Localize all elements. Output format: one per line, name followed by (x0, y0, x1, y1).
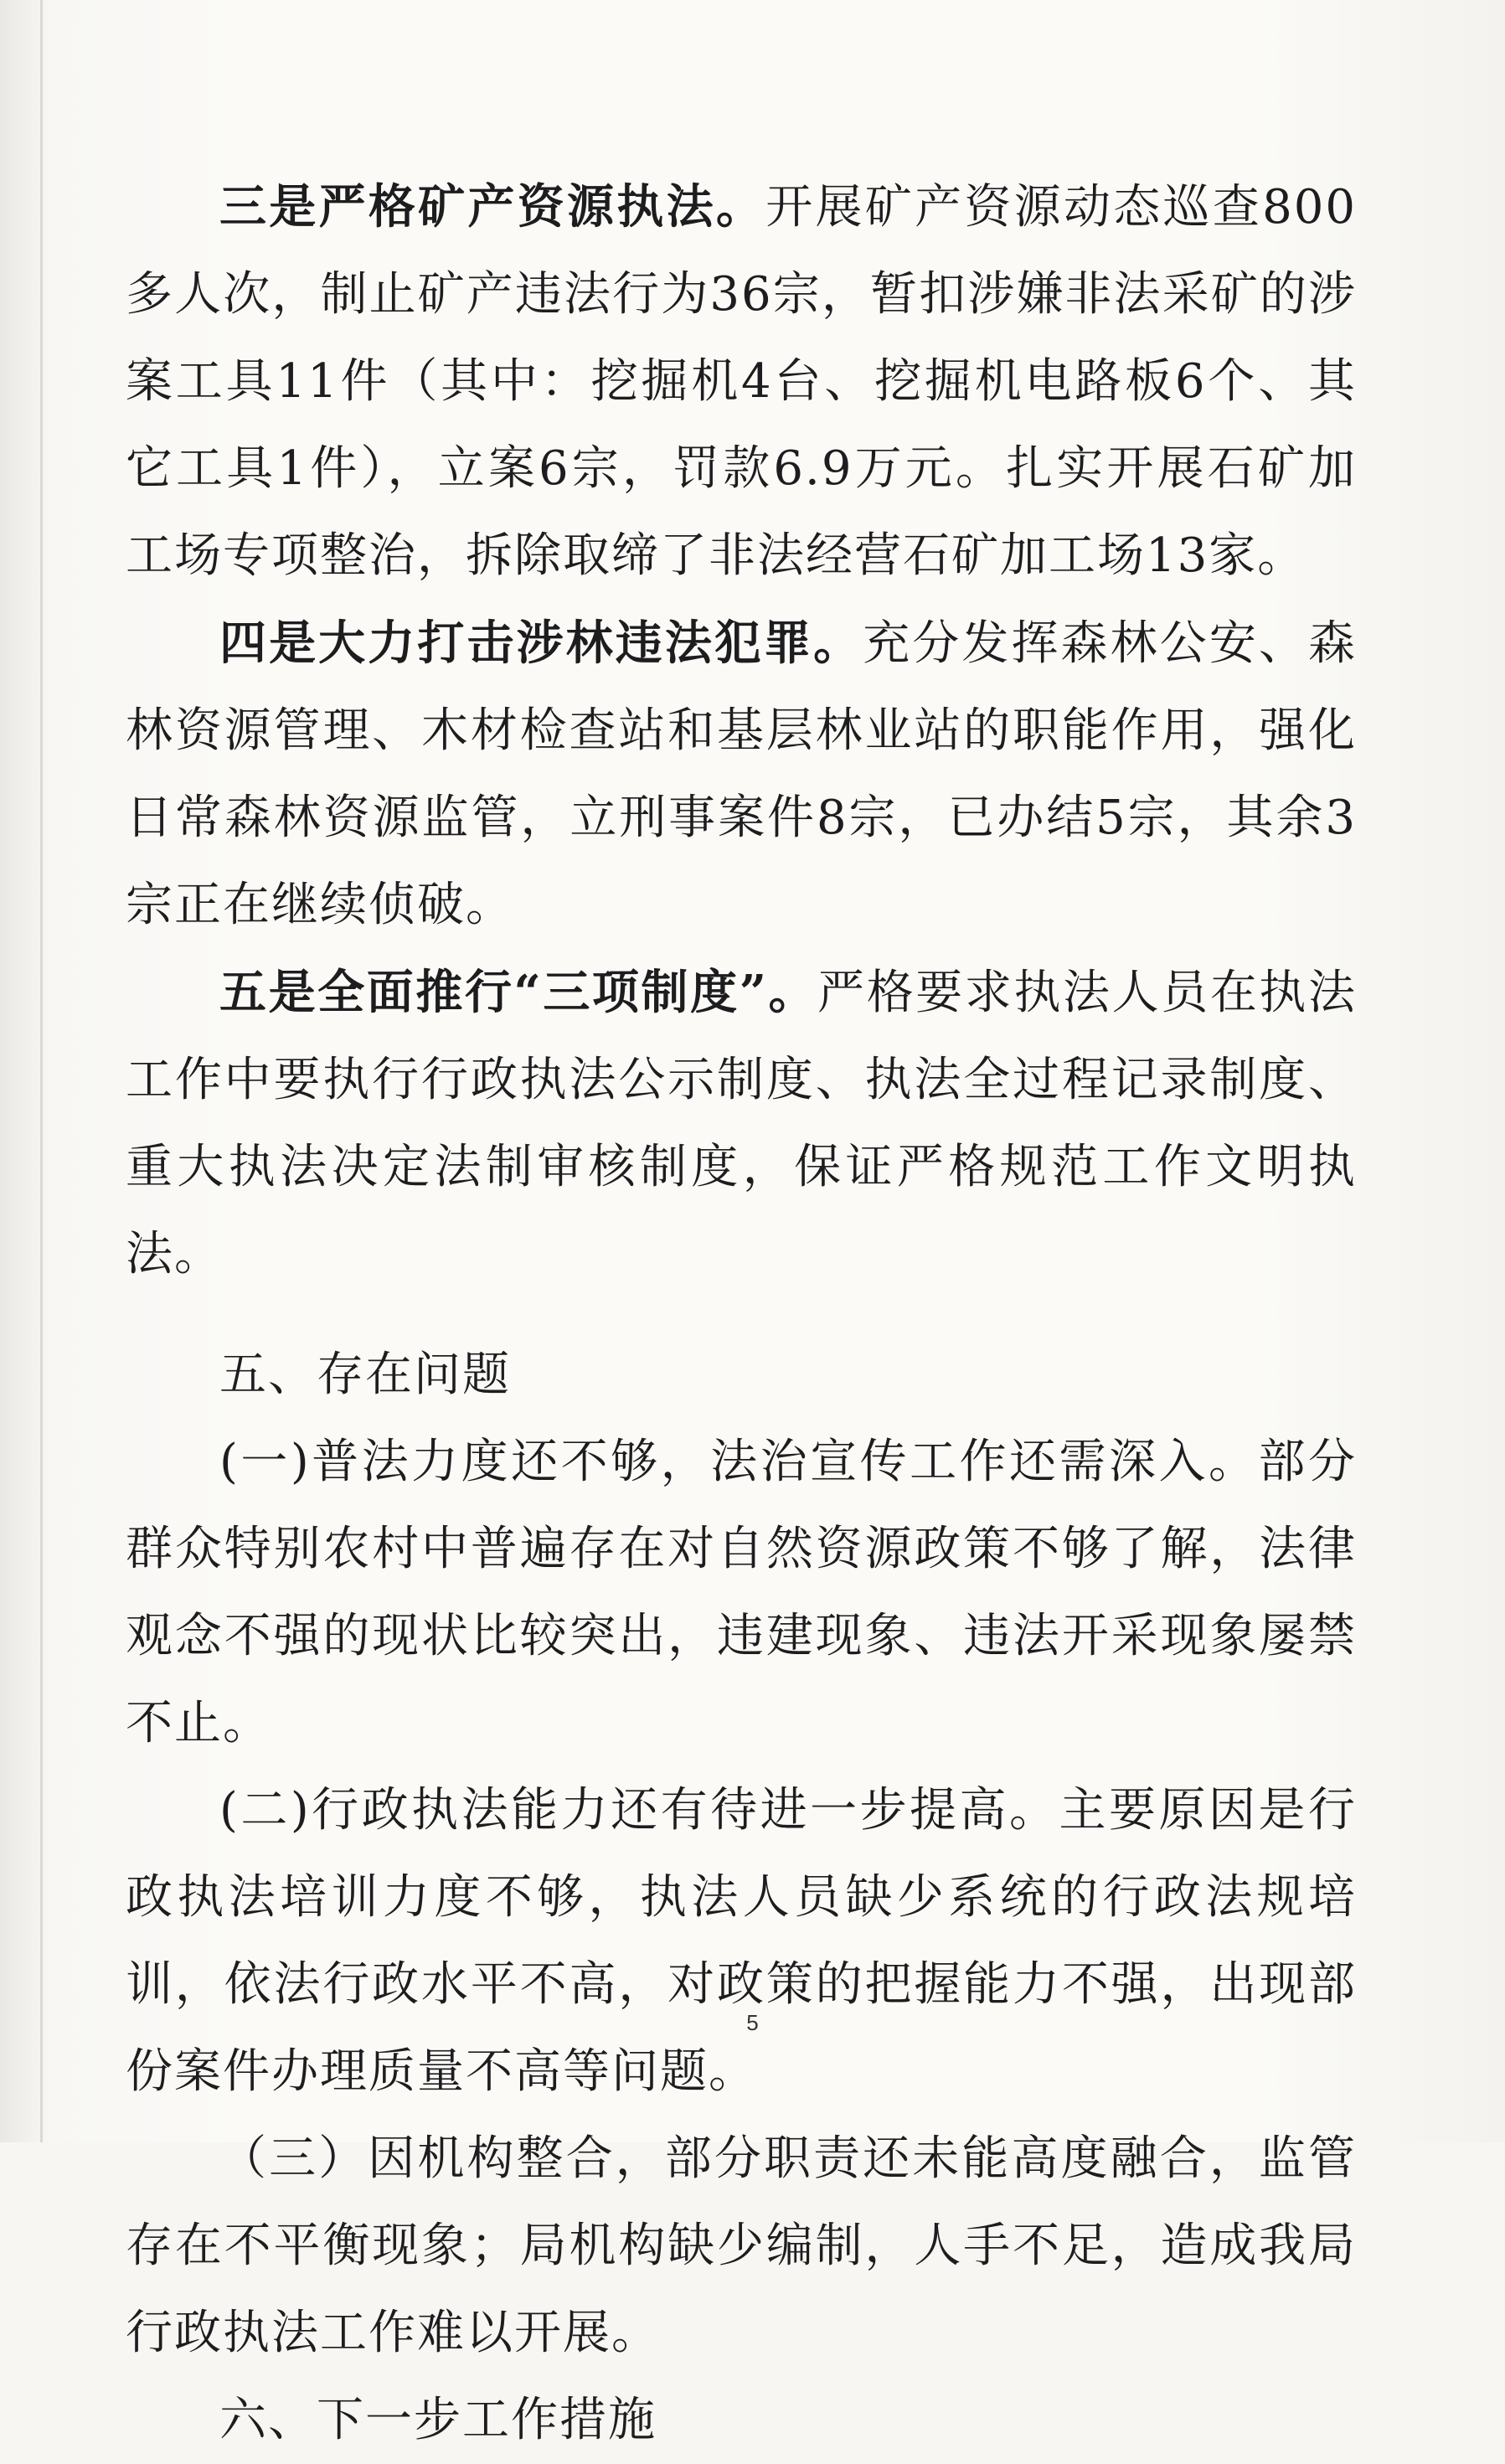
section-heading-next-steps: 六、下一步工作措施 (219, 2393, 657, 2447)
paragraph-text: 开展矿产资源动态巡查800多人次，制止矿产违法行为36宗，暂扣涉嫌非法采矿的涉案工具11件（其中：挖掘机4台、挖掘机电路板6个、其它工具1件），立案6宗，罚款6.9万元。扎实开展石矿加工场专项整治，拆除取缔了非法经营石矿加工场13家。 (126, 180, 1357, 583)
paragraph-text: 严格要求执法人员在执法工作中要执行行政执法公示制度、执法全过程记录制度、重大执法决定法制审核制度，保证严格规范工作文明执法。 (126, 966, 1358, 1281)
page-number: 5 (746, 2010, 759, 2035)
problem-item-2: (二)行政执法能力还有待进一步提高。主要原因是行政执法培训力度不够，执法人员缺少系统的行政法规培训，依法行政水平不高，对政策的把握能力不强，出现部份案件办理质量不高等问题。 (126, 1783, 1357, 2099)
paragraph-lead: 三是严格矿产资源执法。 (219, 179, 766, 235)
paragraph-forest-crime (126, 600, 1357, 949)
problem-item-1: (一)普法力度还不够，法治宣传工作还需深入。部分群众特别农村中普遍存在对自然资源政策不够了解，法律观念不强的现状比较突出，违建现象、违法开采现象屡禁不止。 (126, 1435, 1357, 1750)
document-body (126, 163, 1357, 2464)
paragraph-lead: 四是大力打击涉林违法犯罪。 (219, 616, 863, 671)
paragraph-lead: 五是全面推行“三项制度”。 (219, 965, 818, 1020)
problem-item-3: （三）因机构整合，部分职责还未能高度融合，监管存在不平衡现象；局机构缺少编制，人手不足，造成我局行政执法工作难以开展。 (126, 2132, 1357, 2360)
paragraph-three-systems (126, 949, 1357, 1298)
paper-fold-shadow (40, 0, 43, 2142)
section-heading-problems: 五、存在问题 (219, 1348, 511, 1402)
paragraph-text: 充分发挥森林公安、森林资源管理、木材检查站和基层林业站的职能作用，强化日常森林资源监管，立刑事案件8宗，已办结5宗，其余3宗正在继续侦破。 (126, 616, 1358, 932)
paragraph-mineral-enforcement (126, 163, 1357, 600)
